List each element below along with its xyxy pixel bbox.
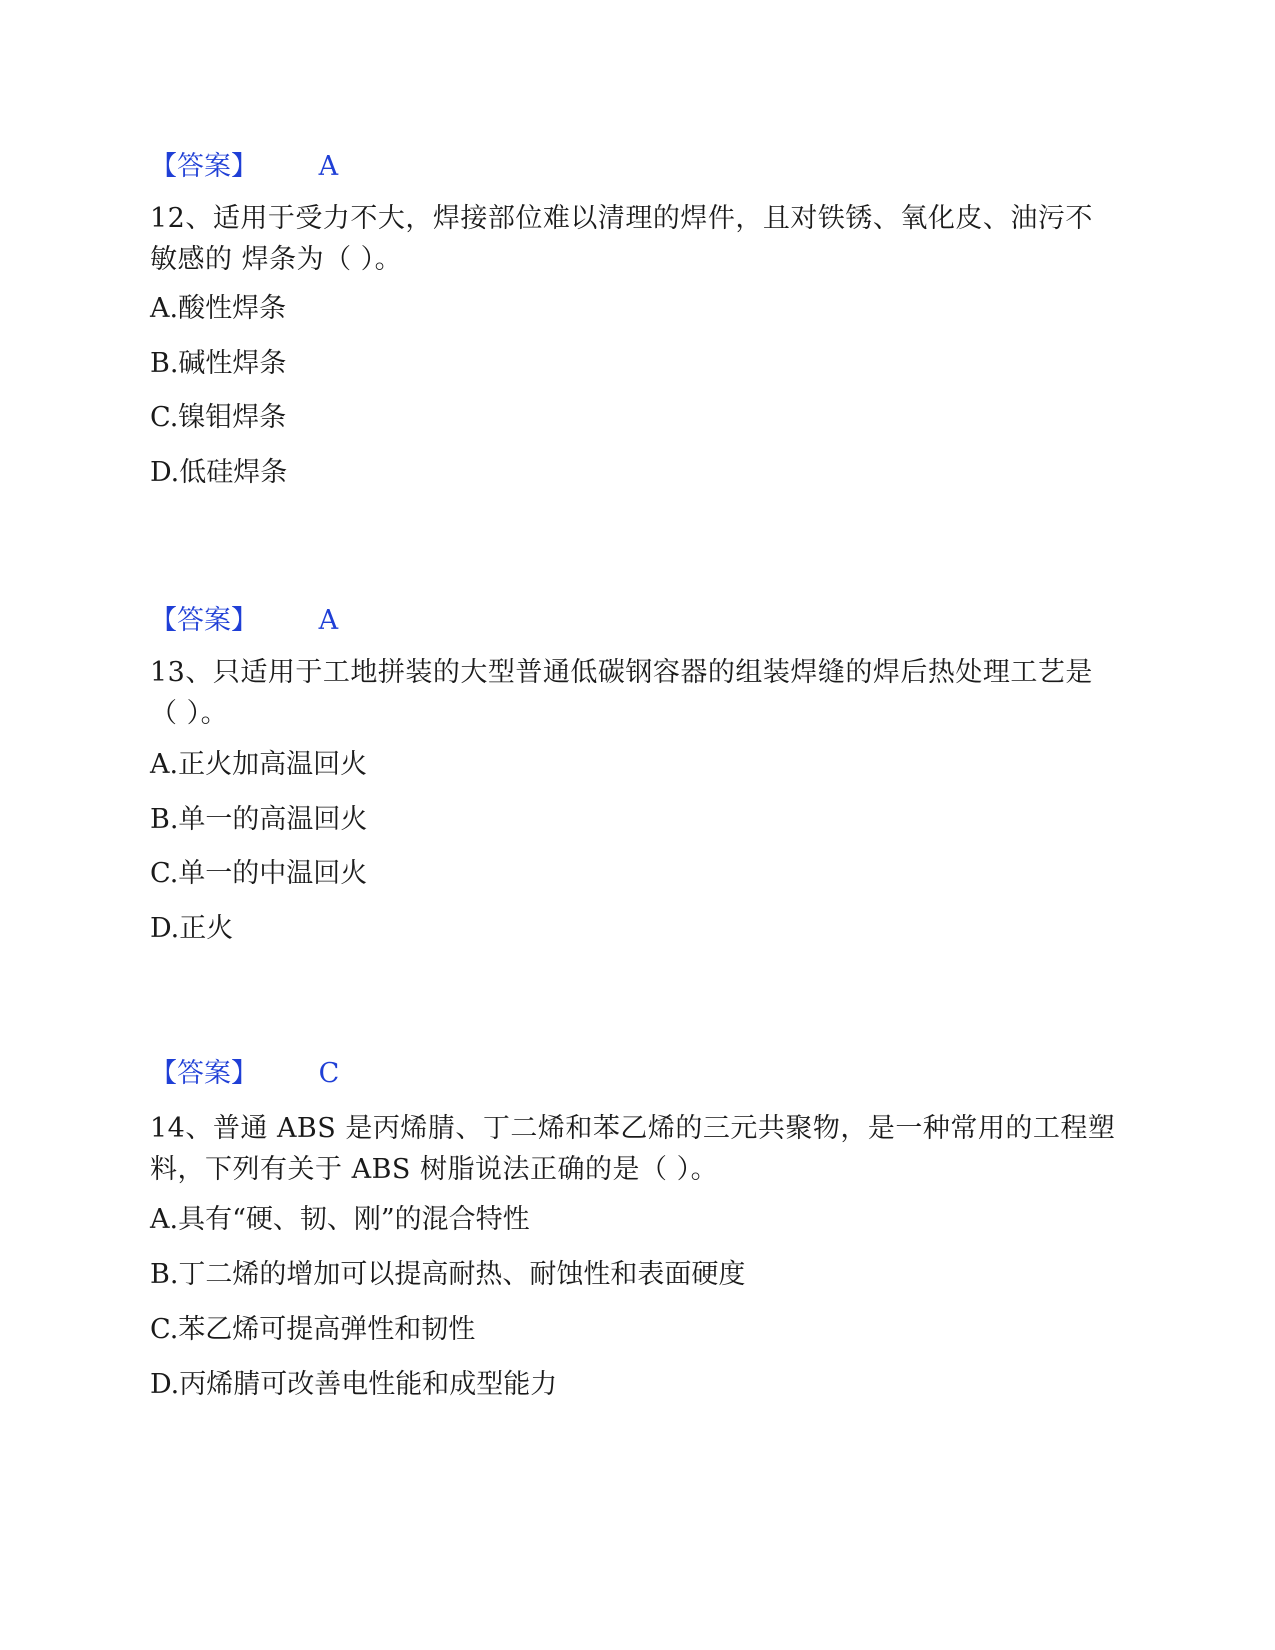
option-d: D.丙烯腈可改善电性能和成型能力 bbox=[150, 1369, 558, 1400]
option-d: D.正火 bbox=[150, 913, 234, 944]
option-b: B.丁二烯的增加可以提高耐热、耐蚀性和表面硬度 bbox=[150, 1259, 746, 1290]
answer-label: 【答案】 bbox=[150, 151, 258, 182]
option-a: A.正火加高温回火 bbox=[150, 749, 368, 780]
question-text: 13、只适用于工地拼装的大型普通低碳钢容器的组装焊缝的焊后热处理工艺是（ ）。 bbox=[150, 657, 1093, 729]
question-text: 14、普通 ABS 是丙烯腈、丁二烯和苯乙烯的三元共聚物，是一种常用的工程塑料，下列有关于 ABS 树脂说法正确的是（ ）。 bbox=[150, 1113, 1116, 1185]
option-b: B.碱性焊条 bbox=[150, 348, 287, 379]
option-d: D.低硅焊条 bbox=[150, 457, 288, 488]
answer-value: A bbox=[318, 151, 339, 182]
answer-label: 【答案】 bbox=[150, 1058, 258, 1089]
option-c: C.单一的中温回火 bbox=[150, 858, 368, 889]
option-c: C.镍钼焊条 bbox=[150, 402, 287, 433]
option-a: A.酸性焊条 bbox=[150, 293, 287, 324]
answer-value: A bbox=[318, 605, 339, 636]
answer-line bbox=[150, 150, 338, 184]
answer-value: C bbox=[318, 1058, 340, 1089]
question-text: 12、适用于受力不大，焊接部位难以清理的焊件，且对铁锈、氧化皮、油污不敏感的 焊条为（ ）。 bbox=[150, 203, 1093, 275]
option-a: A.具有“硬、韧、刚”的混合特性 bbox=[150, 1204, 530, 1235]
answer-line bbox=[150, 1057, 339, 1091]
answer-line bbox=[150, 604, 338, 638]
option-c: C.苯乙烯可提高弹性和韧性 bbox=[150, 1314, 476, 1345]
answer-label: 【答案】 bbox=[150, 605, 258, 636]
option-b: B.单一的高温回火 bbox=[150, 804, 368, 835]
